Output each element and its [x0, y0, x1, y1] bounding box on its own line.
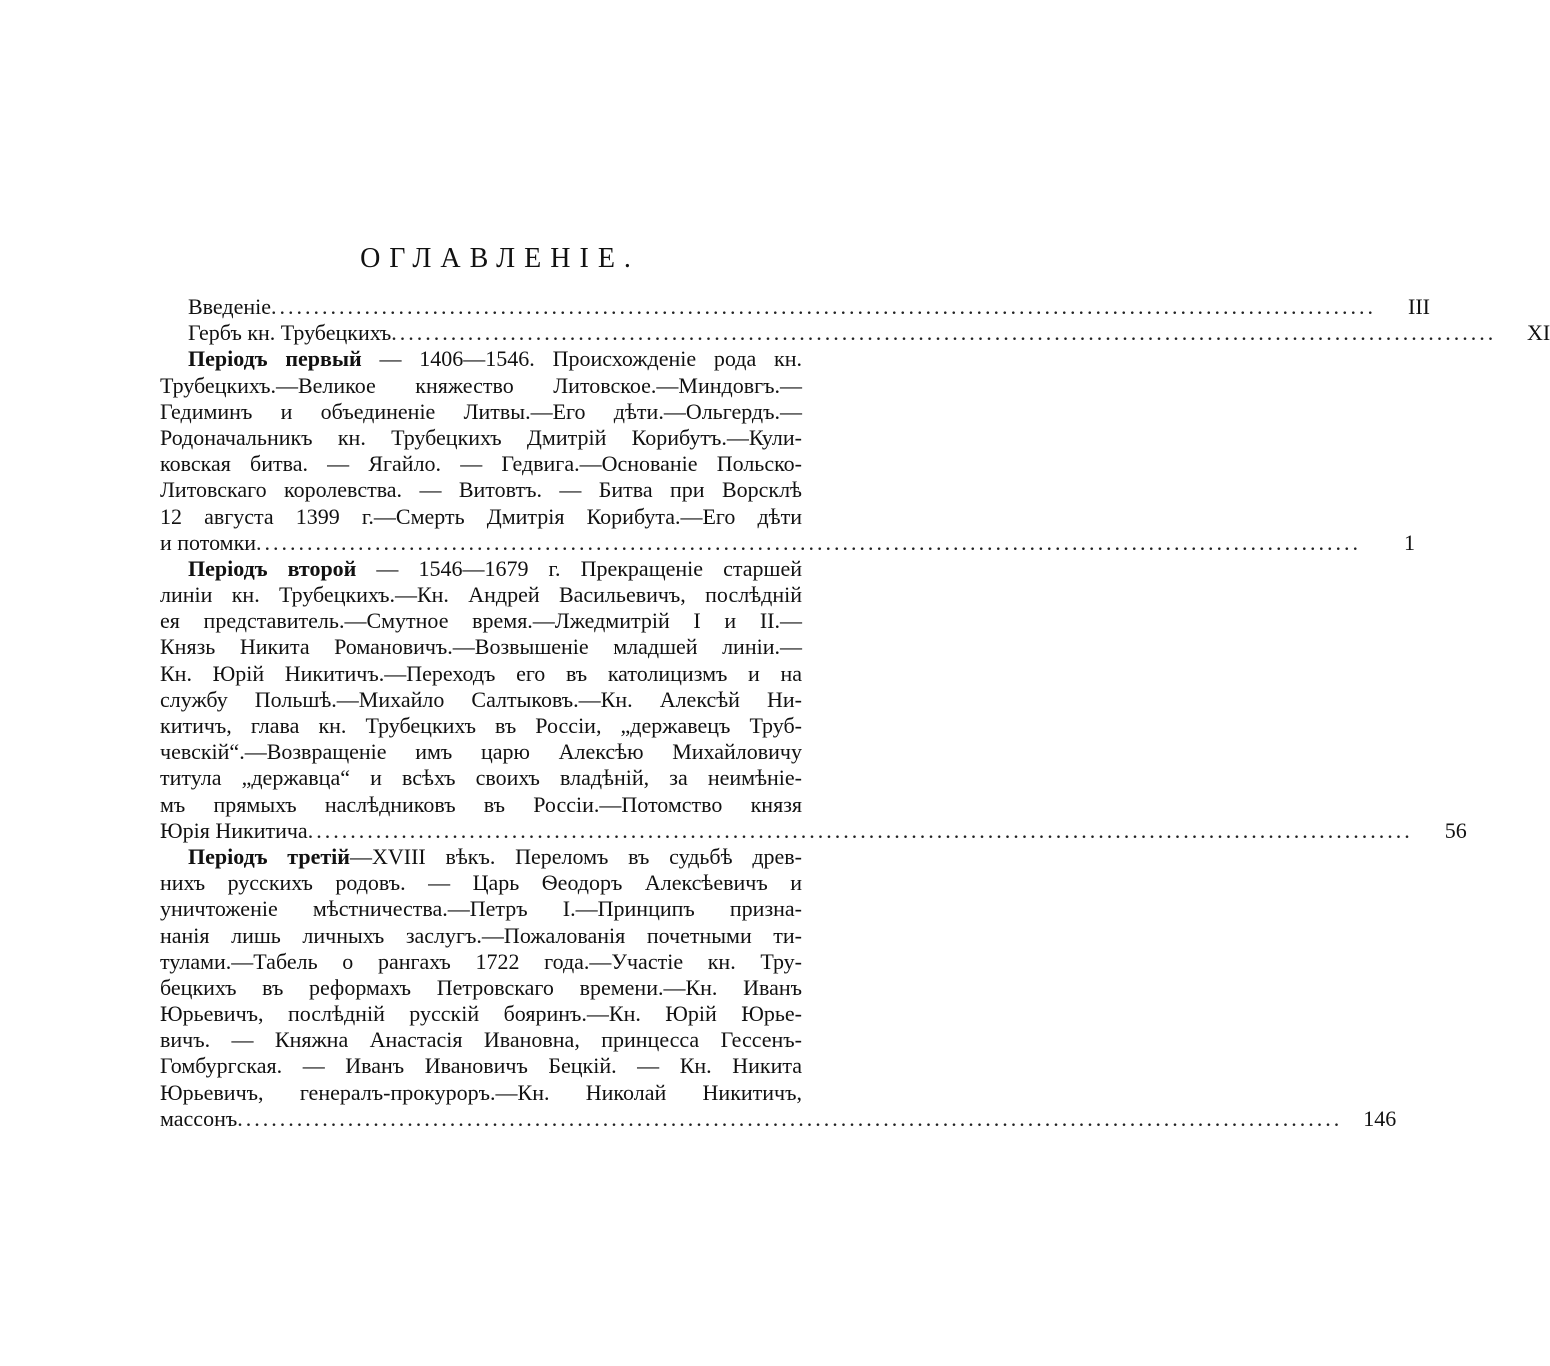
page-number: XI [1527, 320, 1550, 346]
dot-leader: .................................................................................................................................. [307, 817, 1413, 843]
entry-line: титула „державца“ и всѣхъ своихъ владѣній, за неимѣніе- [160, 765, 802, 791]
period-heading: Періодъ третій [188, 843, 350, 869]
period-heading: Періодъ первый [188, 346, 362, 372]
period-heading: Періодъ второй [188, 555, 357, 581]
page-number: III [1408, 294, 1431, 319]
dot-leader: .................................................................................................................................. [391, 320, 1497, 346]
entry-line: Юрьевичъ, послѣдній русскій бояринъ.—Кн. Юрій Юрье- [160, 1001, 802, 1027]
entry-line: Кн. Юрій Никитичъ.—Переходъ его въ католицизмъ и на [160, 660, 802, 686]
dot-leader: .................................................................................................................................. [271, 294, 1377, 319]
toc-entry-introduction [160, 294, 1431, 320]
entry-last-line [160, 1105, 1397, 1132]
entry-line: службу Польшѣ.—Михайло Салтыковъ.—Кн. Алексѣй Ни- [160, 686, 802, 712]
entry-line: и потомки [160, 529, 257, 555]
page-number: 56 [1444, 817, 1467, 843]
toc-entry-period-three [160, 843, 1397, 1132]
entry-line: Юрьевичъ, генералъ-прокуроръ.—Кн. Николай Никитичъ, [160, 1079, 802, 1105]
entry-line: ея представитель.—Смутное время.—Лжедмитрій I и II.— [160, 608, 802, 634]
entry-line: вичъ. — Княжна Анастасія Ивановна, принцесса Гессенъ- [160, 1027, 802, 1053]
entry-line: Князь Никита Романовичъ.—Возвышеніе младшей линіи.— [160, 634, 802, 660]
entry-line: ковская битва. — Ягайло. — Гедвига.—Основаніе Польско- [160, 451, 802, 477]
toc-entry-text: Гербъ кн. Трубецкихъ [188, 320, 392, 346]
toc-entry-text: Введеніе [188, 294, 272, 319]
entry-line: Періодъ третій—XVIII вѣкъ. Переломъ въ судьбѣ древ- [188, 843, 802, 869]
entry-line: 12 августа 1399 г.—Смерть Дмитрія Корибута.—Его дѣти [160, 503, 802, 529]
dot-leader: .................................................................................................................................. [256, 529, 1362, 555]
entry-last-line [160, 529, 1416, 556]
entry-line: бецкихъ въ реформахъ Петровскаго времени.—Кн. Иванъ [160, 974, 802, 1000]
entry-line: чевскій“.—Возвращеніе имъ царю Алексѣю Михайловичу [160, 739, 802, 765]
entry-line: нихъ русскихъ родовъ. — Царь Ѳеодоръ Алексѣевичъ и [160, 870, 802, 896]
page-number: 146 [1363, 1105, 1397, 1131]
entry-line: Гомбургская. — Иванъ Ивановичъ Бецкій. — Кн. Никита [160, 1053, 802, 1079]
entry-line: массонъ [160, 1105, 238, 1131]
table-of-contents [160, 294, 1550, 1132]
toc-entry-period-one [160, 346, 1416, 556]
entry-line: Періодъ первый — 1406—1546. Происхожденіе рода кн. [188, 346, 802, 372]
entry-line: Юрія Никитича [160, 817, 308, 843]
entry-line: линіи кн. Трубецкихъ.—Кн. Андрей Васильевичъ, послѣдній [160, 582, 802, 608]
entry-line: тулами.—Табель о рангахъ 1722 года.—Участіе кн. Тру- [160, 948, 802, 974]
entry-line: уничтоженіе мѣстничества.—Петръ I.—Принципъ призна- [160, 896, 802, 922]
toc-entry-coat-of-arms [160, 320, 1550, 346]
toc-entry-period-two [160, 555, 1467, 844]
entry-line: нанія лишь личныхъ заслугъ.—Пожалованія почетными ти- [160, 922, 802, 948]
page-title: ОГЛАВЛЕНІЕ. [360, 243, 640, 274]
entry-last-line [160, 817, 1467, 844]
entry-line: китичъ, глава кн. Трубецкихъ въ Россіи, „державецъ Труб- [160, 713, 802, 738]
entry-line: Гедиминъ и объединеніе Литвы.—Его дѣти.—Ольгердъ.— [160, 398, 802, 424]
entry-line: мъ прямыхъ наслѣдниковъ въ Россіи.—Потомство князя [160, 791, 802, 817]
entry-line: Періодъ второй — 1546—1679 г. Прекращеніе старшей [188, 555, 802, 581]
entry-line: Трубецкихъ.—Великое княжество Литовское.—Миндовгъ.— [160, 372, 802, 398]
entry-line: Литовскаго королевства. — Витовтъ. — Битва при Ворсклѣ [160, 477, 802, 503]
page-number: 1 [1404, 529, 1416, 555]
dot-leader: .................................................................................................................................. [237, 1105, 1343, 1131]
entry-line: Родоначальникъ кн. Трубецкихъ Дмитрій Корибутъ.—Кули- [160, 424, 802, 450]
